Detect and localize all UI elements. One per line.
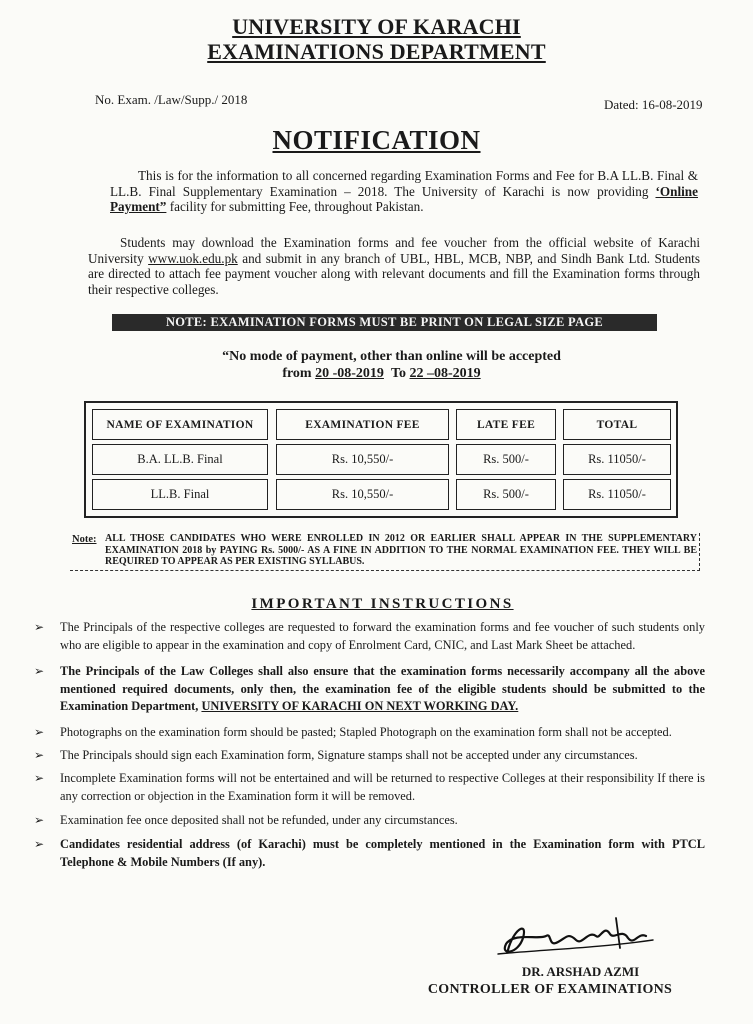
- header-late-fee: LATE FEE: [456, 409, 556, 440]
- download-text: Students may download the Examination forms and fee voucher from the official website of Karachi University: [88, 235, 700, 266]
- instruction-text: The Principals of the respective colleges are requested to forward the examination forms and fee voucher of such students only who are eligible to appear in the examination and copy of Enrolment Card, CNIC, and Last Mark Sheet be attached.: [60, 620, 705, 652]
- intro-paragraph: [110, 168, 698, 215]
- from-date: 20 -08-2019: [315, 366, 384, 381]
- instruction-item: [34, 619, 705, 654]
- download-text-end: and submit in any branch of UBL, HBL, MCB, NBP, and Sindh Bank Ltd. Students are directed to attach fee payment voucher along with relevant documents and fill the Examination forms through their respective colleges.: [88, 250, 700, 297]
- row2-late-fee: Rs. 500/-: [456, 479, 556, 510]
- arrow-bullet-icon: ➢: [34, 725, 45, 739]
- note-text: ALL THOSE CANDIDATES WHO WERE ENROLLED IN 2012 OR EARLIER SHALL APPEAR IN THE SUPPLEMENTARY EXAMINATION 2018 by PAYING Rs. 5000/- AS A FINE IN ADDITION TO THE NORMAL EXAMINATION FEE. THEY WILL BE REQUIRED TO APPEAR AS PER EXISTING SYLLABUS.: [105, 533, 697, 567]
- instruction-text: Candidates residential address (of Karachi) must be completely mentioned in the Examination form with PTCL Telephone & Mobile Numbers (If any).: [60, 837, 705, 869]
- intro-text-end: facility for submitting Fee, throughout Pakistan.: [166, 199, 424, 214]
- instruction-text: Examination fee once deposited shall not be refunded, under any circumstances.: [60, 813, 458, 827]
- instruction-item: [34, 812, 705, 830]
- row2-exam-fee: Rs. 10,550/-: [276, 479, 449, 510]
- date-line: Dated: 16-08-2019: [604, 97, 703, 112]
- row1-exam-name: B.A. LL.B. Final: [92, 444, 268, 475]
- instruction-text: The Principals of the Law Colleges shall also ensure that the examination forms necessarily accompany all the above mentioned required documents, only then, the examination fee of the eligible students should be submitted to the Examination Department,: [60, 664, 705, 713]
- instruction-item: [34, 724, 705, 742]
- payment-mode-line: “No mode of payment, other than online will be accepted: [222, 349, 561, 364]
- instruction-text: The Principals should sign each Examination form, Signature stamps shall not be accepted under any circumstances.: [60, 748, 638, 762]
- row1-total: Rs. 11050/-: [563, 444, 671, 475]
- row1-exam-fee: Rs. 10,550/-: [276, 444, 449, 475]
- online-payment-emphasis: ‘Online Payment”: [110, 183, 698, 214]
- arrow-bullet-icon: ➢: [34, 813, 45, 827]
- arrow-bullet-icon: ➢: [34, 620, 45, 634]
- instruction-text: Photographs on the examination form should be pasted; Stapled Photograph on the examination form shall not be accepted.: [60, 725, 672, 739]
- to-date: 22 –08-2019: [409, 366, 481, 381]
- arrow-bullet-icon: ➢: [34, 837, 45, 851]
- intro-text: This is for the information to all concerned regarding Examination Forms and Fee for B.A LL.B. Final & LL.B. Final Supplementary Examination – 2018. The University of Karachi is now providing: [110, 168, 698, 199]
- arrow-bullet-icon: ➢: [34, 748, 45, 762]
- arrow-bullet-icon: ➢: [34, 771, 45, 785]
- header-examination-fee: EXAMINATION FEE: [276, 409, 449, 440]
- department-name: EXAMINATIONS DEPARTMENT: [207, 39, 546, 64]
- row2-exam-name: LL.B. Final: [92, 479, 268, 510]
- website-link[interactable]: www.uok.edu.pk: [148, 250, 238, 266]
- note-label: Note:: [72, 534, 97, 545]
- instruction-emphasis: UNIVERSITY OF KARACHI ON NEXT WORKING DAY.: [201, 699, 519, 713]
- signatory-title: CONTROLLER OF EXAMINATIONS: [427, 982, 673, 997]
- download-paragraph: [88, 235, 700, 297]
- payment-dates-line: [0, 366, 753, 382]
- instruction-item: [34, 747, 705, 765]
- instruction-item: [34, 663, 705, 716]
- notification-title: NOTIFICATION: [272, 125, 481, 155]
- from-label: from: [282, 366, 312, 381]
- to-label: To: [390, 366, 406, 381]
- instructions-title: IMPORTANT INSTRUCTIONS: [251, 596, 514, 612]
- header-total: TOTAL: [563, 409, 671, 440]
- letterhead: [0, 14, 753, 64]
- instruction-item: [34, 770, 705, 805]
- header-name-of-examination: NAME OF EXAMINATION: [92, 409, 268, 440]
- row2-total: Rs. 11050/-: [563, 479, 671, 510]
- row1-late-fee: Rs. 500/-: [456, 444, 556, 475]
- instruction-text: Incomplete Examination forms will not be entertained and will be returned to respective Colleges at their responsibility If there is any correction or objection in the Examination form it will be removed.: [60, 771, 705, 803]
- handwritten-signature: [488, 910, 663, 964]
- arrow-bullet-icon: ➢: [34, 664, 45, 678]
- university-name: UNIVERSITY OF KARACHI: [232, 14, 521, 39]
- instruction-item: [34, 836, 705, 871]
- legal-size-note-banner: NOTE: EXAMINATION FORMS MUST BE PRINT ON LEGAL SIZE PAGE: [112, 314, 657, 331]
- reference-number: No. Exam. /Law/Supp./ 2018: [95, 92, 248, 107]
- signatory-name: DR. ARSHAD AZMI: [521, 964, 640, 979]
